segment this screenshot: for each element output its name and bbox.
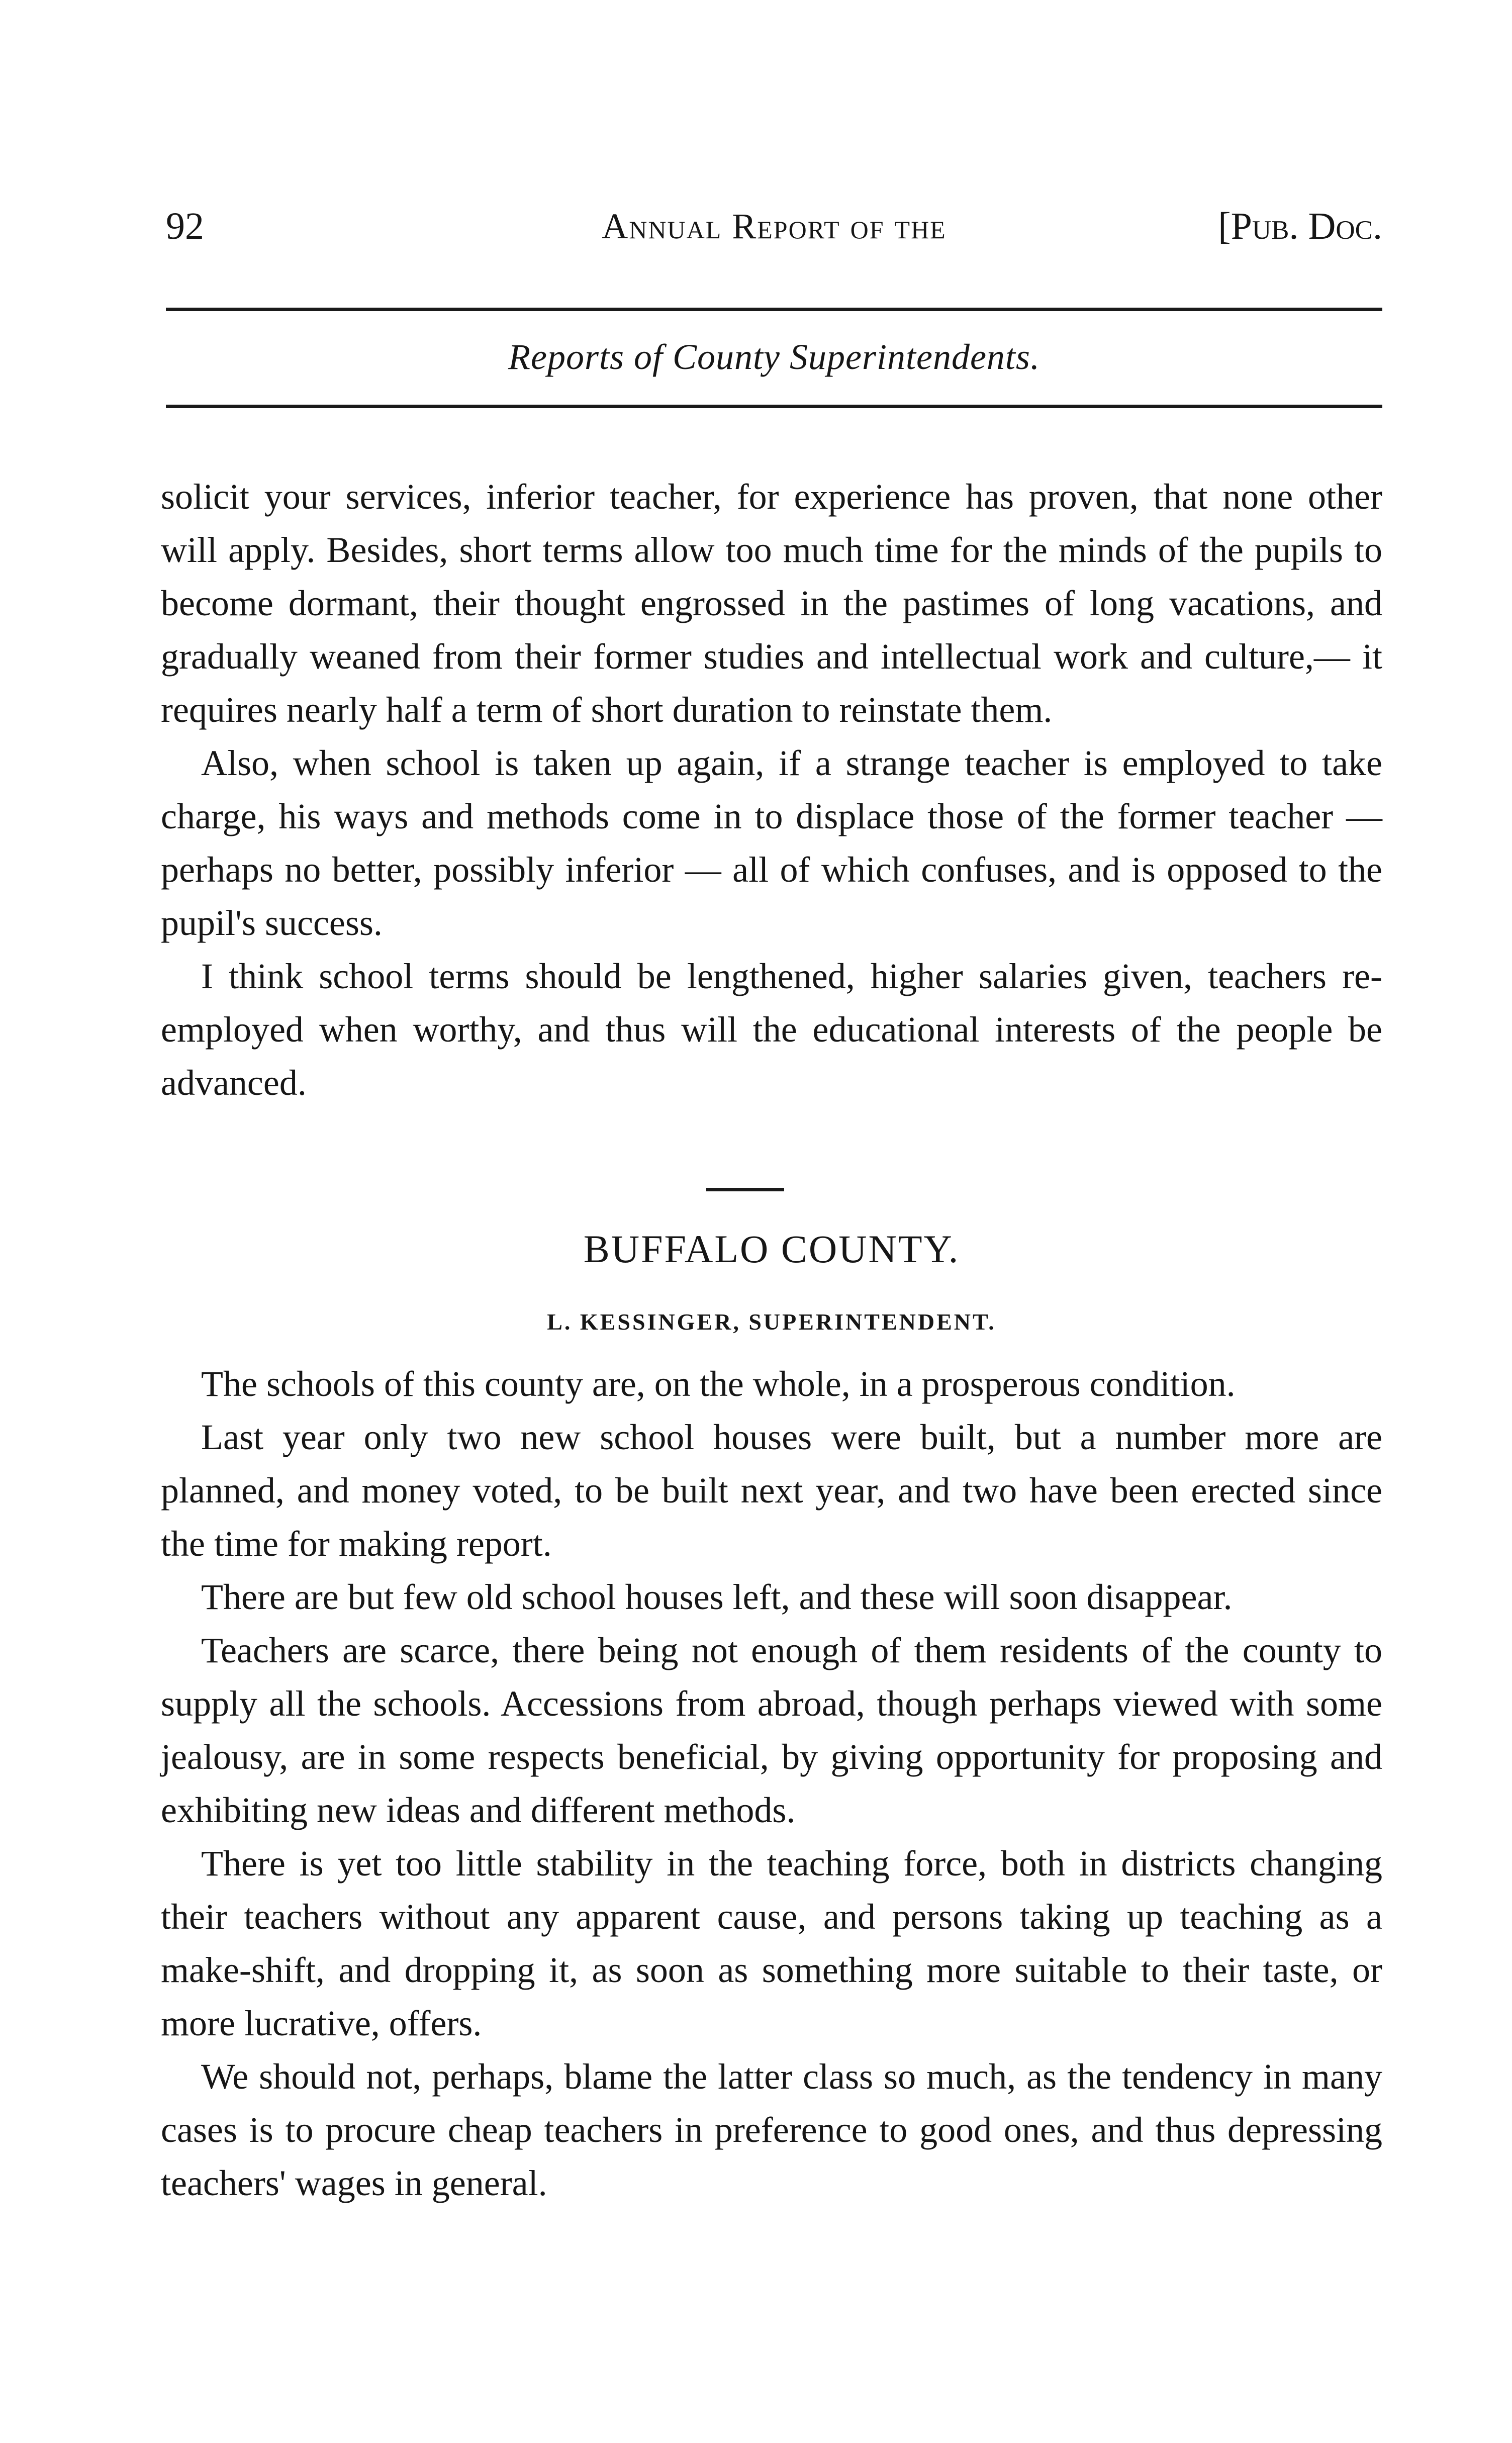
header-rule-bottom (166, 405, 1382, 408)
running-head-title: Annual Report of the (602, 206, 947, 246)
section-subtitle: Reports of County Superintendents. (508, 337, 1040, 377)
section-divider (706, 1188, 784, 1191)
paragraph: The schools of this county are, on the whole, in a prosperous condition. (201, 1364, 1236, 1404)
running-head (166, 204, 1382, 249)
county-title: BUFFALO COUNTY. (583, 1227, 960, 1271)
page-number: 92 (166, 205, 204, 247)
paragraph: Teachers are scarce, there being not enough of them residents of the county to supply all the schools. Accessions from abroad, though perhaps viewed with some jealousy, are in some respects beneficial, by giving opportunity for proposing and exhibiting new ideas and different methods. (161, 1630, 1382, 1830)
paragraph: Last year only two new school houses were built, but a number more are planned, and money voted, to be built next year, and two have been erected since the time for making report. (161, 1417, 1382, 1564)
paragraph: There are but few old school houses left, and these will soon disappear. (201, 1577, 1233, 1617)
superintendent-name: L. KESSINGER, SUPERINTENDENT. (547, 1309, 996, 1335)
paragraph: solicit your services, inferior teacher, for experience has proven, that none other will apply. Besides, short terms allow too much time for the minds of the pupils to become dormant, their thought engrossed in the pastimes of long vacations, and gradually weaned from their former studies and intellectual work and culture,— it requires nearly half a term of short duration to reinstate them. (161, 477, 1382, 730)
county-report-text (161, 1357, 1382, 2210)
running-head-doc: [Pub. Doc. (1218, 205, 1382, 247)
paragraph: Also, when school is taken up again, if a strange teacher is employed to take charge, his ways and methods come in to displace those of the former teacher — perhaps no better, possibly inferior — all of which confuses, and is opposed to the pupil's success. (161, 743, 1382, 943)
paragraph: There is yet too little stability in the teaching force, both in districts changing their teachers without any apparent cause, and persons taking up teaching as a make-shift, and dropping it, as soon as something more suitable to their taste, or more lucrative, offers. (161, 1843, 1382, 2043)
continued-report-text (161, 470, 1382, 1109)
paragraph: We should not, perhaps, blame the latter class so much, as the tendency in many cases is to procure cheap teachers in preference to good ones, and thus depressing teachers' wages in general. (161, 2056, 1382, 2203)
header-rule-top (166, 308, 1382, 311)
paragraph: I think school terms should be lengthened, higher salaries given, teachers re-employed when worthy, and thus will the educational interests of the people be advanced. (161, 956, 1382, 1103)
